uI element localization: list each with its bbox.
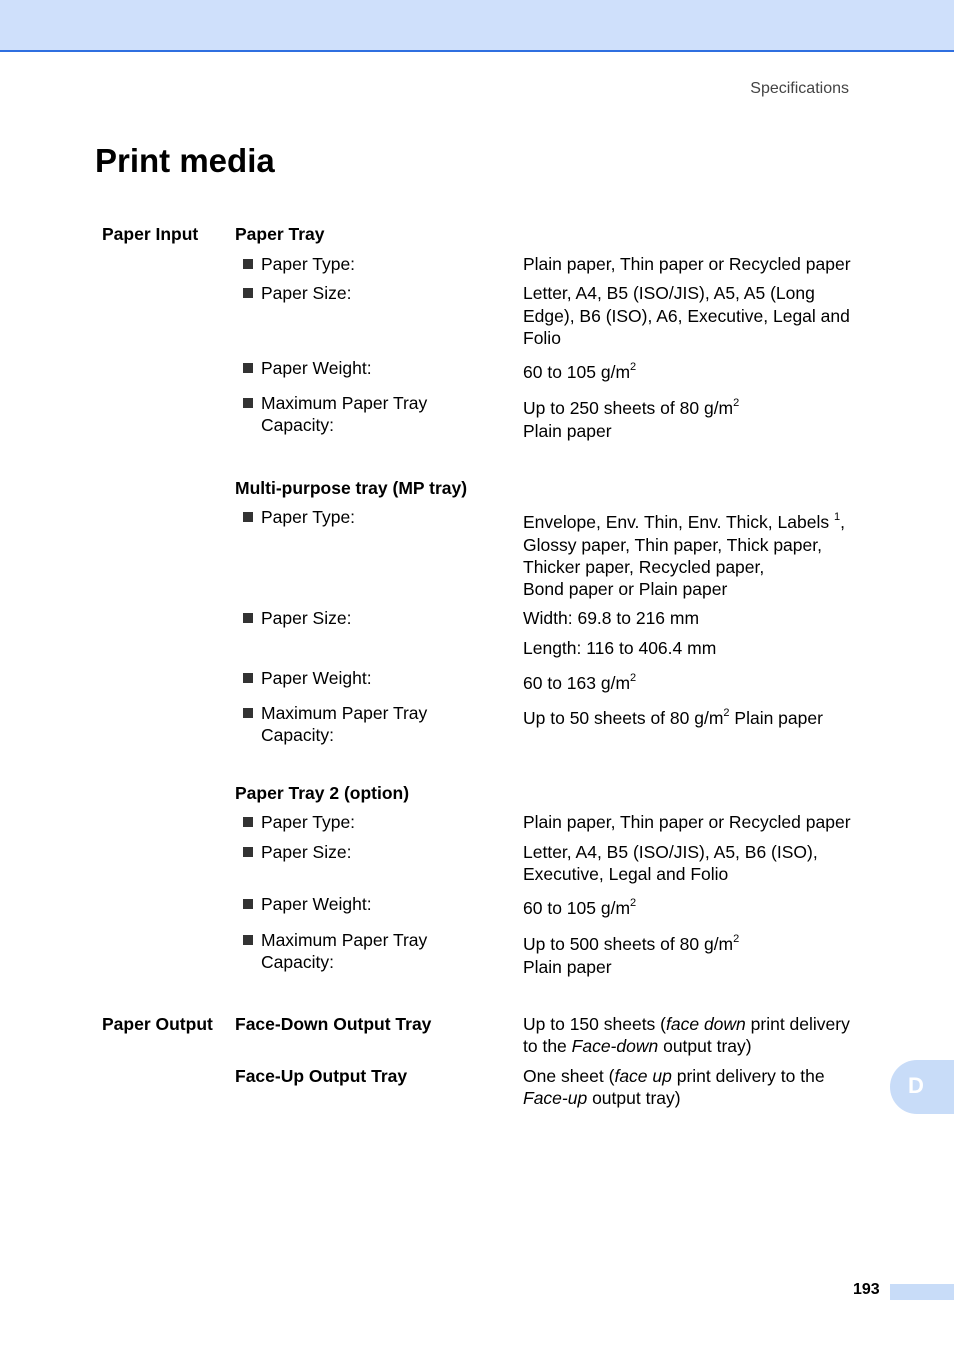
- tray2-paper-size-value-line1: Letter, A4, B5 (ISO/JIS), A5, B6 (ISO),: [523, 842, 818, 862]
- bullet-icon: [243, 708, 253, 718]
- mp-paper-size-label: Paper Size:: [261, 608, 352, 628]
- paper-weight-label: Paper Weight:: [261, 358, 372, 378]
- tray2-paper-weight-label: Paper Weight:: [261, 894, 372, 914]
- section-name: Specifications: [750, 80, 849, 97]
- mp-paper-type-value-line2: Glossy paper, Thin paper, Thick paper,: [523, 535, 822, 555]
- face-up-value-line2: Face-up output tray): [523, 1088, 681, 1108]
- capacity-value-line2: Plain paper: [523, 421, 612, 441]
- face-down-value-line2: to the Face-down output tray): [523, 1036, 752, 1056]
- tray2-capacity-label-line1: Maximum Paper Tray: [261, 930, 428, 950]
- bullet-icon: [243, 613, 253, 623]
- tray2-capacity-label-line2: Capacity:: [261, 952, 334, 972]
- paper-size-value-line3: Folio: [523, 328, 561, 348]
- paper-tray-heading: Paper Tray: [235, 224, 325, 244]
- face-down-heading: Face-Down Output Tray: [235, 1014, 432, 1034]
- bullet-icon: [243, 363, 253, 373]
- mp-paper-weight-value: 60 to 163 $g/m^2$: [523, 672, 637, 693]
- tray2-heading: Paper Tray 2 (option): [235, 783, 410, 803]
- mp-paper-type-value-line4: Bond paper or Plain paper: [523, 579, 728, 599]
- mp-capacity-label-line2: Capacity:: [261, 725, 334, 745]
- mp-paper-size-length: Length: 116 to 406.4 mm: [523, 638, 717, 658]
- paper-weight-value: 60 to 105 $g/m^2$: [523, 361, 637, 382]
- bullet-icon: [243, 817, 253, 827]
- tray2-paper-size-label: Paper Size:: [261, 842, 352, 862]
- paper-type-value: Plain paper, Thin paper or Recycled paper: [523, 254, 851, 274]
- paper-size-value-line2: Edge), B6 (ISO), A6, Executive, Legal and: [523, 306, 850, 326]
- mp-paper-type-value-line3: Thicker paper, Recycled paper,: [523, 557, 765, 577]
- capacity-value-line1: Up to 250 sheets of 80 $g/m^2$: [523, 397, 740, 418]
- bullet-icon: [243, 259, 253, 269]
- tray2-capacity-value-line1: Up to 500 sheets of 80 $g/m^2$: [523, 933, 740, 954]
- capacity-label-line2: Capacity:: [261, 415, 334, 435]
- tray2-paper-type-value: Plain paper, Thin paper or Recycled paper: [523, 812, 851, 832]
- bullet-icon: [243, 673, 253, 683]
- header-bar: [0, 0, 954, 52]
- mp-paper-weight-label: Paper Weight:: [261, 668, 372, 688]
- page-title: Print media: [95, 142, 275, 179]
- paper-output-label: Paper Output: [102, 1014, 213, 1034]
- face-down-value-line1: Up to 150 sheets (face down print delivery: [523, 1014, 850, 1034]
- bullet-icon: [243, 288, 253, 298]
- page-number: 193: [853, 1281, 880, 1298]
- tray2-paper-weight-value: 60 to 105 $g/m^2$: [523, 897, 637, 918]
- face-up-value-line1: One sheet (face up print delivery to the: [523, 1066, 825, 1086]
- paper-size-label: Paper Size:: [261, 283, 352, 303]
- bullet-icon: [243, 935, 253, 945]
- footer-bar: [890, 1284, 954, 1300]
- paper-type-label: Paper Type:: [261, 254, 356, 274]
- tray2-paper-size-value-line2: Executive, Legal and Folio: [523, 864, 729, 884]
- chapter-tab-label: D: [908, 1073, 924, 1098]
- bullet-icon: [243, 899, 253, 909]
- mp-paper-type-label: Paper Type:: [261, 507, 356, 527]
- face-up-heading: Face-Up Output Tray: [235, 1066, 408, 1086]
- bullet-icon: [243, 847, 253, 857]
- bullet-icon: [243, 398, 253, 408]
- paper-input-label: Paper Input: [102, 224, 199, 244]
- bullet-icon: [243, 512, 253, 522]
- mp-paper-size-width: Width: 69.8 to 216 mm: [523, 608, 700, 628]
- capacity-label-line1: Maximum Paper Tray: [261, 393, 428, 413]
- mp-capacity-value: Up to 50 sheets of 80 $g/m^2$ Plain paper: [523, 707, 823, 728]
- mp-tray-heading: Multi-purpose tray (MP tray): [235, 478, 468, 498]
- tray2-paper-type-label: Paper Type:: [261, 812, 356, 832]
- mp-paper-type-value-line1: Envelope, Env. Thin, Env. Thick, Labels $^1$,: [523, 511, 845, 532]
- chapter-tab[interactable]: [890, 1060, 954, 1114]
- mp-capacity-label-line1: Maximum Paper Tray: [261, 703, 428, 723]
- paper-size-value-line1: Letter, A4, B5 (ISO/JIS), A5, A5 (Long: [523, 283, 815, 303]
- tray2-capacity-value-line2: Plain paper: [523, 957, 612, 977]
